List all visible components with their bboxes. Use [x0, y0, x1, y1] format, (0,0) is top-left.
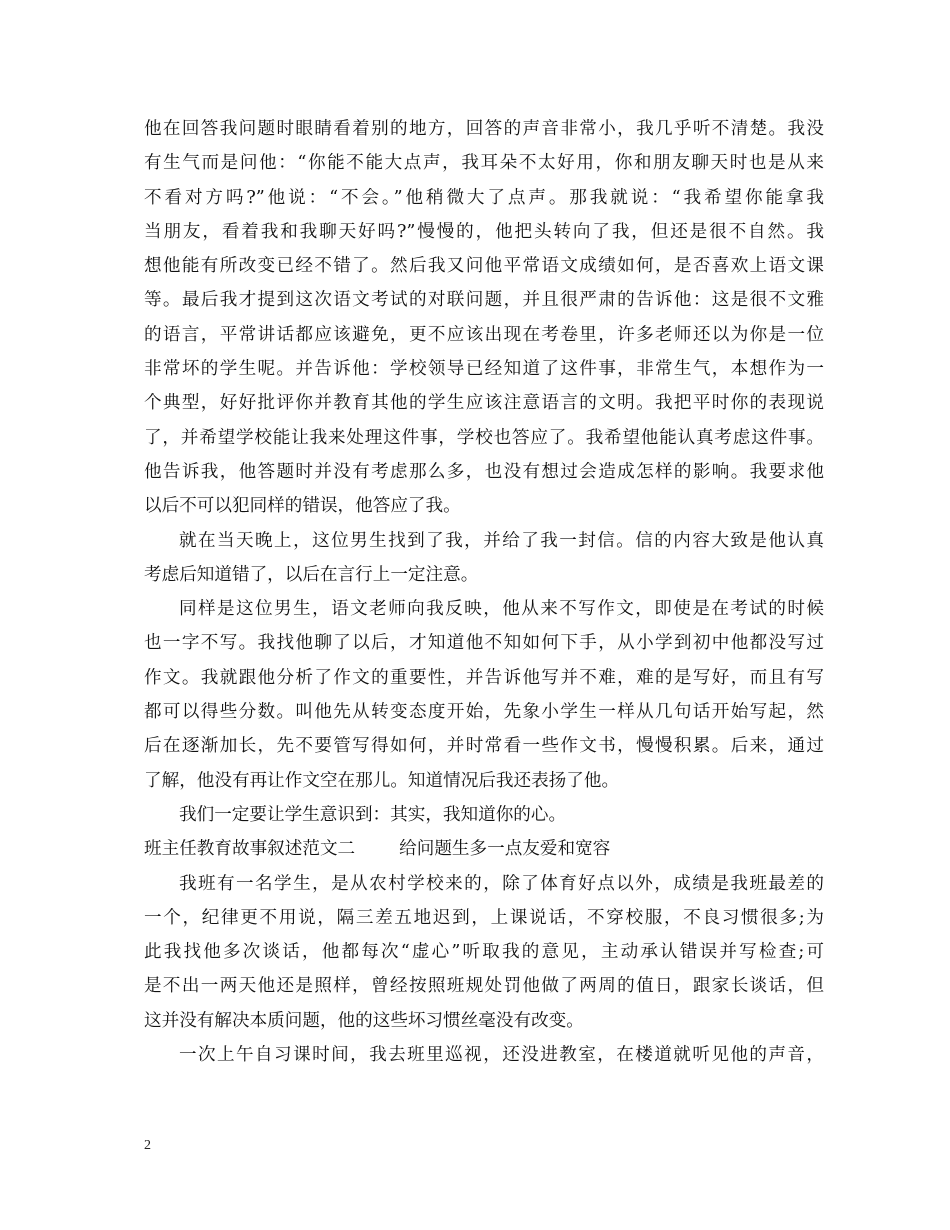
text-line: 想他能有所改变已经不错了。然后我又问他平常语文成绩如何，是否喜欢上语文课 — [144, 256, 824, 277]
text-line: 后在逐渐加长，先不要管写得如何，并时常看一些作文书，慢慢积累。后来，通过 — [144, 736, 824, 757]
text-line: 我班有一名学生，是从农村学校来的，除了体育好点以外，成绩是我班最差的 — [179, 873, 824, 894]
text-line: 的语言，平常讲话都应该避免，更不应该出现在考卷里，许多老师还以为你是一位 — [144, 324, 824, 345]
text-line: 同样是这位男生，语文老师向我反映，他从来不写作文，即使是在考试的时候 — [179, 599, 824, 620]
text-line: 等。最后我才提到这次语文考试的对联问题，并且很严肃的告诉他：这是很不文雅 — [144, 290, 824, 311]
body-text — [144, 112, 824, 1072]
text-line: 作文。我就跟他分析了作文的重要性，并告诉他写并不难，难的是写好，而且有写 — [144, 667, 824, 688]
text-line: 也一字不写。我找他聊了以后，才知道他不知如何下手，从小学到初中他都没写过 — [144, 633, 824, 654]
text-line: 都可以得些分数。叫他先从转变态度开始，先象小学生一样从几句话开始写起，然 — [144, 702, 824, 723]
text-line: 不看对方吗?”他说：“不会。”他稍微大了点声。那我就说：“我希望你能拿我 — [144, 187, 824, 208]
text-line: 他告诉我，他答题时并没有考虑那么多，也没有想过会造成怎样的影响。我要求他 — [144, 461, 824, 482]
text-line: 个典型，好好批评你并教育其他的学生应该注意语言的文明。我把平时你的表现说 — [144, 393, 824, 414]
text-line: 有生气而是问他：“你能不能大点声，我耳朵不太好用，你和朋友聊天时也是从来 — [144, 153, 824, 174]
text-line: 当朋友，看着我和我聊天好吗?”慢慢的，他把头转向了我，但还是很不自然。我 — [144, 221, 824, 242]
text-line: 考虑后知道错了，以后在言行上一定注意。 — [144, 564, 479, 585]
text-line: 此我找他多次谈话，他都每次“虚心”听取我的意见，主动承认错误并写检查;可 — [144, 942, 824, 963]
text-line: 这并没有解决本质问题，他的这些坏习惯丝毫没有改变。 — [144, 1010, 584, 1031]
text-line: 我们一定要让学生意识到：其实，我知道你的心。 — [179, 804, 567, 825]
text-line: 了解，他没有再让作文空在那儿。知道情况后我还表扬了他。 — [144, 770, 620, 791]
text-line: 一次上午自习课时间，我去班里巡视，还没进教室，在楼道就听见他的声音， — [179, 1045, 824, 1066]
section-heading-subtitle: 给问题生多一点友爱和宽容 — [399, 839, 611, 860]
text-line: 了，并希望学校能让我来处理这件事，学校也答应了。我希望他能认真考虑这件事。 — [144, 427, 824, 448]
text-line: 是不出一两天他还是照样，曾经按照班规处罚他做了两周的值日，跟家长谈话，但 — [144, 976, 824, 997]
text-line: 一个，纪律更不用说，隔三差五地迟到，上课说话，不穿校服，不良习惯很多;为 — [144, 907, 824, 928]
text-line: 他在回答我问题时眼睛看着别的地方，回答的声音非常小，我几乎听不清楚。我没 — [144, 119, 824, 139]
text-line: 以后不可以犯同样的错误，他答应了我。 — [144, 496, 461, 517]
section-heading — [144, 832, 824, 866]
text-line: 非常坏的学生呢。并告诉他：学校领导已经知道了这件事，非常生气，本想作为一 — [144, 359, 824, 380]
page-number: 2 — [144, 1138, 151, 1153]
text-line: 就在当天晚上，这位男生找到了我，并给了我一封信。信的内容大致是他认真 — [179, 530, 824, 551]
section-heading-title: 班主任教育故事叙述范文二 — [144, 839, 356, 860]
